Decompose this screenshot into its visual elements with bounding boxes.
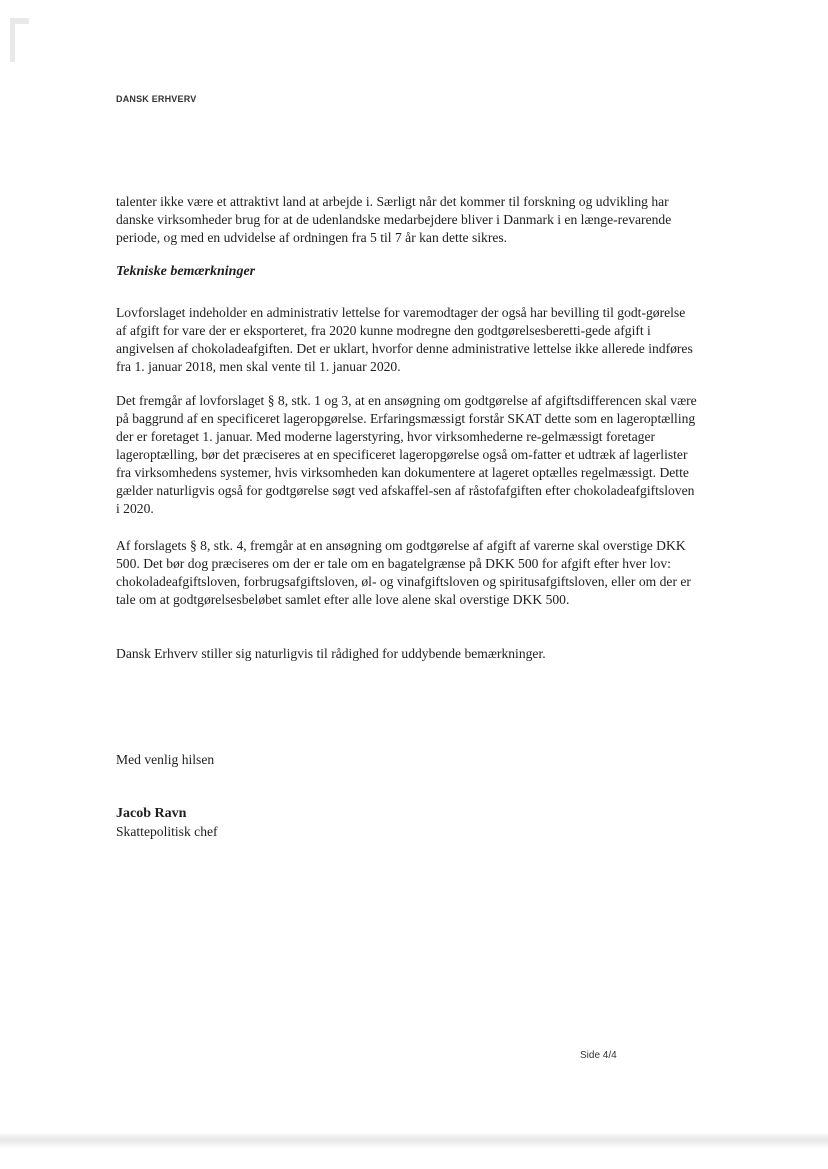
paragraph-inventory-statement bbox=[116, 392, 698, 518]
signer-name: Jacob Ravn bbox=[116, 806, 187, 821]
section-heading: Tekniske bemærkninger bbox=[116, 264, 256, 279]
intro-paragraph bbox=[116, 193, 698, 247]
letterhead-organization: DANSK ERHVERV bbox=[116, 94, 197, 104]
paragraph-administrative-relief bbox=[116, 304, 698, 376]
paragraph-text: Dansk Erhverv stiller sig naturligvis til rådighed for uddybende bemærkninger. bbox=[116, 646, 546, 661]
paragraph-text: Af forslagets § 8, stk. 4, fremgår at en ansøgning om godtgørelse af afgift af varerne skal overstige DKK 500. Det bør dog præciseres om der er tale om en bagatelgrænse på DKK 500 for afgift efter hver lov: chokoladeafgiftsloven, forbrugsafgiftsloven, øl- og vinafgiftsloven og spiritusafgiftsloven, eller om der er tale om at godtgørelsesbeløbet samlet efter alle love alene skal overstige DKK 500. bbox=[116, 538, 691, 607]
paragraph-text: Det fremgår af lovforslaget § 8, stk. 1 og 3, at en ansøgning om godtgørelse af afgiftsdifferencen skal være på baggrund af en specificeret lageropgørelse. Erfaringsmæssigt forstår SKAT dette som en lageroptælling der er foretaget 1. januar. Med moderne lagerstyring, hvor virksomhederne re-gelmæssigt foretager lageroptælling, bør det præciseres at en specificeret lageropgørelse også om-fatter et udtræk af lagerlister fra virksomhedens systemer, hvis virksomheden kan dokumentere at lageret optælles regelmæssigt. Dette gælder naturligvis også for godtgørelse søgt ved afskaffel-sen af råstofafgiften efter chokoladeafgiftsloven i 2020. bbox=[116, 393, 697, 516]
paragraph-availability bbox=[116, 645, 698, 663]
scan-corner-mark bbox=[10, 18, 29, 62]
signer-title: Skattepolitisk chef bbox=[116, 824, 218, 839]
scan-edge-artifact bbox=[0, 1132, 828, 1148]
paragraph-threshold bbox=[116, 537, 698, 609]
closing-salutation: Med venlig hilsen bbox=[116, 752, 215, 767]
paragraph-text: Lovforslaget indeholder en administrativ lettelse for varemodtager der også har bevilling til godt-gørelse af afgift for vare der er eksporteret, fra 2020 kunne modregne den godtgørelsesberetti-gede afgift i angivelsen af chokoladeafgiften. Det er uklart, hvorfor denne administrative lettelse ikke allerede indføres fra 1. januar 2018, men skal vente til 1. januar 2020. bbox=[116, 305, 693, 374]
intro-paragraph-text: talenter ikke være et attraktivt land at arbejde i. Særligt når det kommer til forskning og udvikling har danske virksomheder brug for at de udenlandske medarbejdere bliver i Danmark i en længe-revarende periode, og med en udvidelse af ordningen fra 5 til 7 år kan dette sikres. bbox=[116, 194, 672, 245]
page-number: Side 4/4 bbox=[580, 1050, 617, 1061]
